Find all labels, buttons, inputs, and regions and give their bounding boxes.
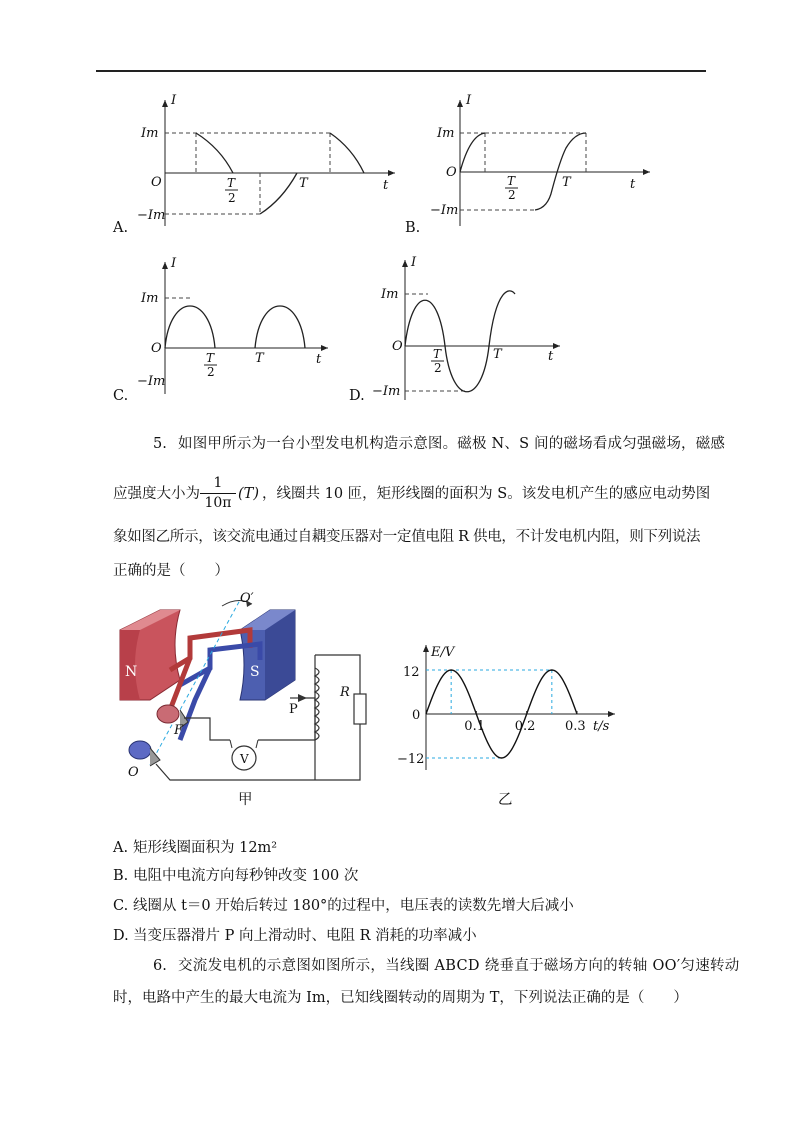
q5-option-d-text[interactable]: 当变压器滑片 P 向上滑动时、电阻 R 消耗的功率减小 bbox=[133, 928, 477, 944]
graph-a-axis-t: t bbox=[383, 178, 389, 193]
q5-option-b-letter[interactable]: B. bbox=[113, 868, 129, 884]
emf-ylabel: E/V bbox=[431, 645, 455, 660]
option-graphs bbox=[0, 90, 800, 410]
axis-bottom-label: O bbox=[128, 765, 139, 780]
graph-d-half-num: T bbox=[433, 347, 442, 361]
axis-top-label: O′ bbox=[240, 591, 254, 606]
graph-a-axis-i: I bbox=[171, 93, 177, 108]
q5-option-d-letter[interactable]: D. bbox=[113, 928, 129, 944]
figure-yi-caption: 乙 bbox=[498, 792, 513, 808]
q5-fraction-den: 10π bbox=[204, 495, 232, 511]
q5-line2-prefix: 应强度大小为 bbox=[113, 486, 200, 502]
graph-a-half-num: T bbox=[227, 176, 236, 190]
graph-b-axis-t: t bbox=[630, 177, 636, 192]
emf-origin: 0 bbox=[412, 708, 421, 723]
graph-d-axis-t: t bbox=[548, 349, 554, 364]
emf-xtick-label: 0.1 bbox=[464, 719, 485, 734]
graph-d-im: Im bbox=[381, 287, 399, 302]
graph-b-half-num: T bbox=[507, 174, 516, 188]
graph-a-half-den: 2 bbox=[228, 191, 236, 205]
graph-b-origin: O bbox=[446, 165, 457, 180]
q5-line2-suffix: ，线圈共 10 匝，矩形线圈的面积为 S。该发电机产生的感应电动势图 bbox=[262, 486, 711, 502]
emf-xtick-label: 0.2 bbox=[514, 719, 536, 734]
generator-figure bbox=[110, 590, 370, 810]
q6-line1: 交流发电机的示意图如图所示，当线圈 ABCD 绕垂直于磁场方向的转轴 OO′匀速转动 bbox=[178, 958, 740, 974]
graph-d-half-den: 2 bbox=[434, 361, 442, 375]
q5-unit: (T) bbox=[238, 486, 259, 502]
graph-a-origin: O bbox=[151, 175, 162, 190]
emf-ymin-label: −12 bbox=[397, 752, 425, 767]
slip-ring-upper bbox=[157, 705, 179, 723]
q5-line3: 象如图乙所示，该交流电通过自耦变压器对一定值电阻 R 供电，不计发电机内阻，则下列说法 bbox=[113, 529, 701, 545]
q5-option-b-text[interactable]: 电阻中电流方向每秒钟改变 100 次 bbox=[133, 868, 359, 884]
q5-number: 5. bbox=[153, 436, 167, 452]
q5-option-c-text[interactable]: 线圈从 t＝0 开始后转过 180°的过程中，电压表的读数先增大后减小 bbox=[133, 898, 574, 914]
slip-ring-lower bbox=[129, 741, 151, 759]
emf-xlabel: t/s bbox=[593, 719, 610, 734]
graph-a bbox=[165, 100, 395, 226]
graph-d-axis-i: I bbox=[411, 255, 417, 270]
emf-chart bbox=[395, 640, 625, 780]
q5-option-c-letter[interactable]: C. bbox=[113, 898, 129, 914]
graph-d-neg-im: −Im bbox=[372, 384, 401, 399]
q5-fraction bbox=[200, 474, 236, 513]
figure-jia-caption: 甲 bbox=[238, 792, 253, 808]
graph-d bbox=[405, 260, 560, 400]
emf-ymax-label: 12 bbox=[403, 665, 420, 680]
graph-option-c[interactable]: C. bbox=[113, 388, 129, 404]
header-rule bbox=[96, 70, 706, 72]
resistor-label: R bbox=[340, 685, 350, 700]
graph-a-period: T bbox=[299, 176, 308, 191]
brush-label: F bbox=[174, 723, 184, 738]
graph-option-d[interactable]: D. bbox=[349, 388, 365, 404]
graph-c-axis-i: I bbox=[171, 256, 177, 271]
graph-b-half-den: 2 bbox=[508, 188, 516, 202]
graph-d-period: T bbox=[493, 347, 502, 362]
graph-c bbox=[165, 262, 328, 394]
q5-option-a-letter[interactable]: A. bbox=[113, 840, 129, 856]
graph-b-im: Im bbox=[437, 126, 455, 141]
q5-fraction-num: 1 bbox=[200, 474, 236, 494]
graph-option-b[interactable]: B. bbox=[405, 220, 421, 236]
graph-c-period: T bbox=[255, 351, 264, 366]
emf-xtick-label: 0.3 bbox=[565, 719, 586, 734]
q6-line2: 时，电路中产生的最大电流为 Im，已知线圈转动的周期为 T，下列说法正确的是（ ） bbox=[113, 990, 688, 1006]
q6-number: 6. bbox=[153, 958, 167, 974]
pole-n bbox=[120, 610, 180, 700]
pole-s bbox=[240, 610, 295, 700]
resistor bbox=[354, 694, 366, 724]
graph-b-axis-i: I bbox=[466, 93, 472, 108]
graph-b-period: T bbox=[562, 175, 571, 190]
graph-c-im: Im bbox=[141, 291, 159, 306]
graph-c-axis-t: t bbox=[316, 352, 322, 367]
pole-n-label: N bbox=[125, 664, 138, 680]
graph-a-im: Im bbox=[141, 126, 159, 141]
voltmeter-label: V bbox=[240, 752, 249, 766]
graph-c-half-num: T bbox=[206, 351, 215, 365]
graph-c-half-den: 2 bbox=[207, 365, 215, 379]
q5-line1: 如图甲所示为一台小型发电机构造示意图。磁极 N、S 间的磁场看成匀强磁场，磁感 bbox=[178, 436, 726, 452]
pole-s-label: S bbox=[250, 664, 260, 680]
q5-line4: 正确的是（ ） bbox=[113, 563, 229, 579]
graph-c-origin: O bbox=[151, 341, 162, 356]
graph-c-neg-im: −Im bbox=[137, 374, 166, 389]
q5-option-a-text[interactable]: 矩形线圈面积为 12m² bbox=[133, 840, 278, 856]
graph-a-neg-im: −Im bbox=[137, 208, 166, 223]
graph-b-neg-im: −Im bbox=[430, 203, 459, 218]
graph-option-a[interactable]: A. bbox=[113, 220, 129, 236]
graph-b bbox=[460, 100, 650, 226]
graph-d-origin: O bbox=[392, 339, 403, 354]
slider-label: P bbox=[289, 702, 298, 717]
